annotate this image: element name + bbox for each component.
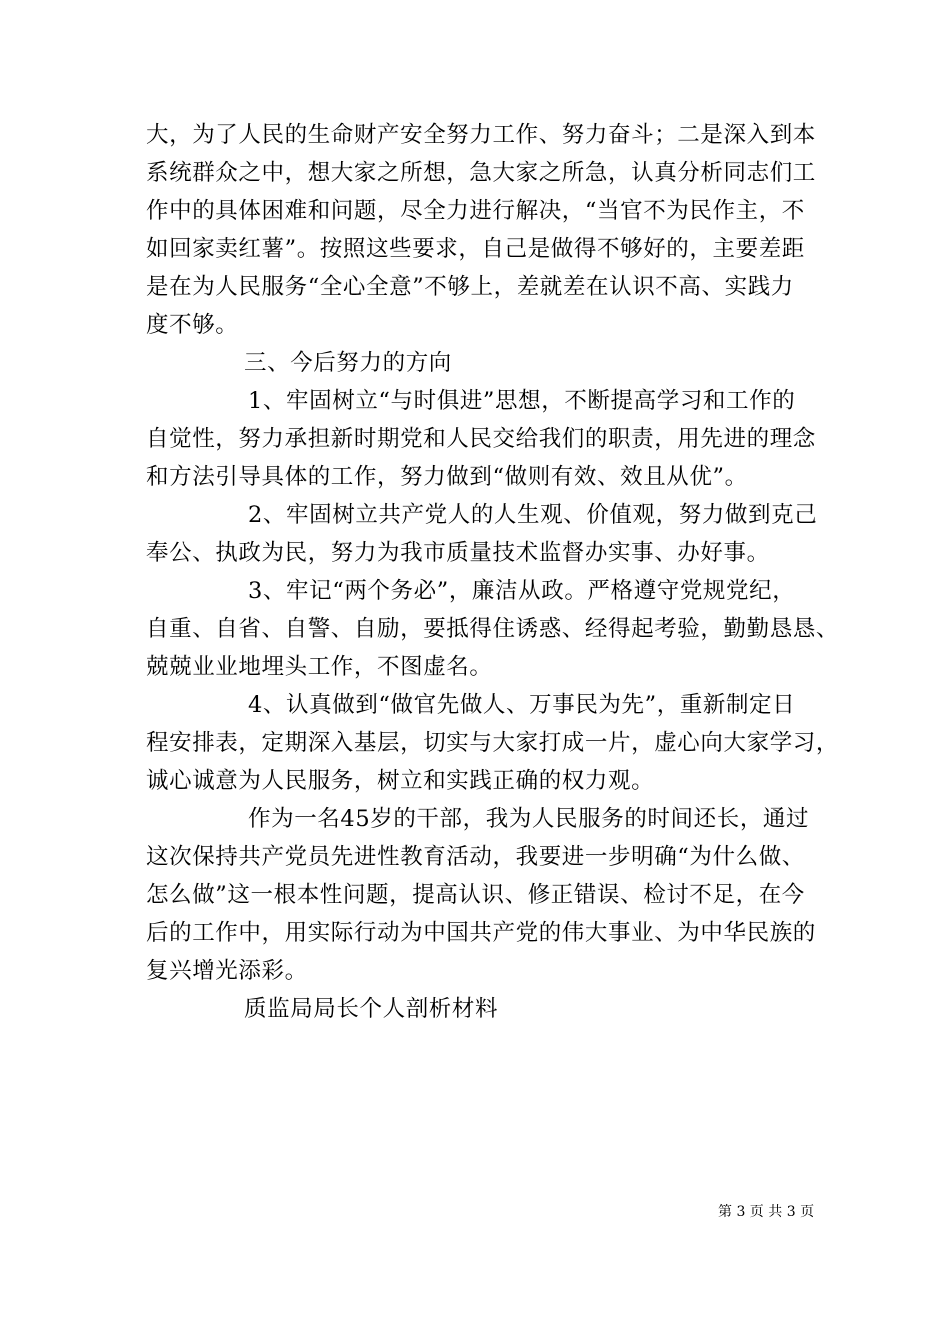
text-line: 奉公、执政为民，努力为我市质量技术监督办实事、办好事。 (146, 540, 770, 566)
text-line: 1、牢固树立“与时俱进”思想，不断提高学习和工作的 (248, 388, 796, 414)
text-line: 程安排表，定期深入基层，切实与大家打成一片，虚心向大家学习， (146, 730, 840, 756)
text-line: 度不够。 (146, 312, 239, 338)
text-line: 如回家卖红薯”。按照这些要求，自己是做得不够好的，主要差距 (146, 236, 805, 262)
text-line: 自觉性，努力承担新时期党和人民交给我们的职责，用先进的理念 (146, 426, 816, 452)
text-line: 诚心诚意为人民服务，树立和实践正确的权力观。 (146, 768, 655, 794)
text-line: 大，为了人民的生命财产安全努力工作、努力奋斗；二是深入到本 (146, 122, 816, 148)
text-line: 兢兢业业地埋头工作，不图虚名。 (146, 654, 493, 680)
text-line: 2、牢固树立共产党人的人生观、价值观，努力做到克己 (248, 502, 818, 528)
text-line: 作中的具体困难和问题，尽全力进行解决，“当官不为民作主，不 (146, 198, 805, 224)
text-line: 这次保持共产党员先进性教育活动，我要进一步明确“为什么做、 (146, 844, 805, 870)
text-line: 作为一名45岁的干部，我为人民服务的时间还长，通过 (248, 806, 810, 832)
page-number: 第 3 页 共 3 页 (718, 1204, 815, 1220)
text-line: 4、认真做到“做官先做人、万事民为先”，重新制定日 (248, 692, 796, 718)
text-line: 系统群众之中，想大家之所想，急大家之所急，认真分析同志们工 (146, 160, 816, 186)
document-title-footer: 质监局局长个人剖析材料 (244, 996, 499, 1022)
text-line: 和方法引导具体的工作，努力做到“做则有效、效且从优”。 (146, 464, 748, 490)
section-heading: 三、今后努力的方向 (244, 350, 452, 376)
text-line: 后的工作中，用实际行动为中国共产党的伟大事业、为中华民族的 (146, 920, 816, 946)
text-line: 是在为人民服务“全心全意”不够上，差就差在认识不高、实践力 (146, 274, 794, 300)
text-line: 3、牢记“两个务必”，廉洁从政。严格遵守党规党纪， (248, 578, 796, 604)
document-body (146, 116, 840, 1028)
text-line: 自重、自省、自警、自励，要抵得住诱惑、经得起考验，勤勤恳恳、 (146, 616, 840, 642)
text-line: 怎么做”这一根本性问题，提高认识、修正错误、检讨不足，在今 (146, 882, 805, 908)
text-line: 复兴增光添彩。 (146, 958, 308, 984)
